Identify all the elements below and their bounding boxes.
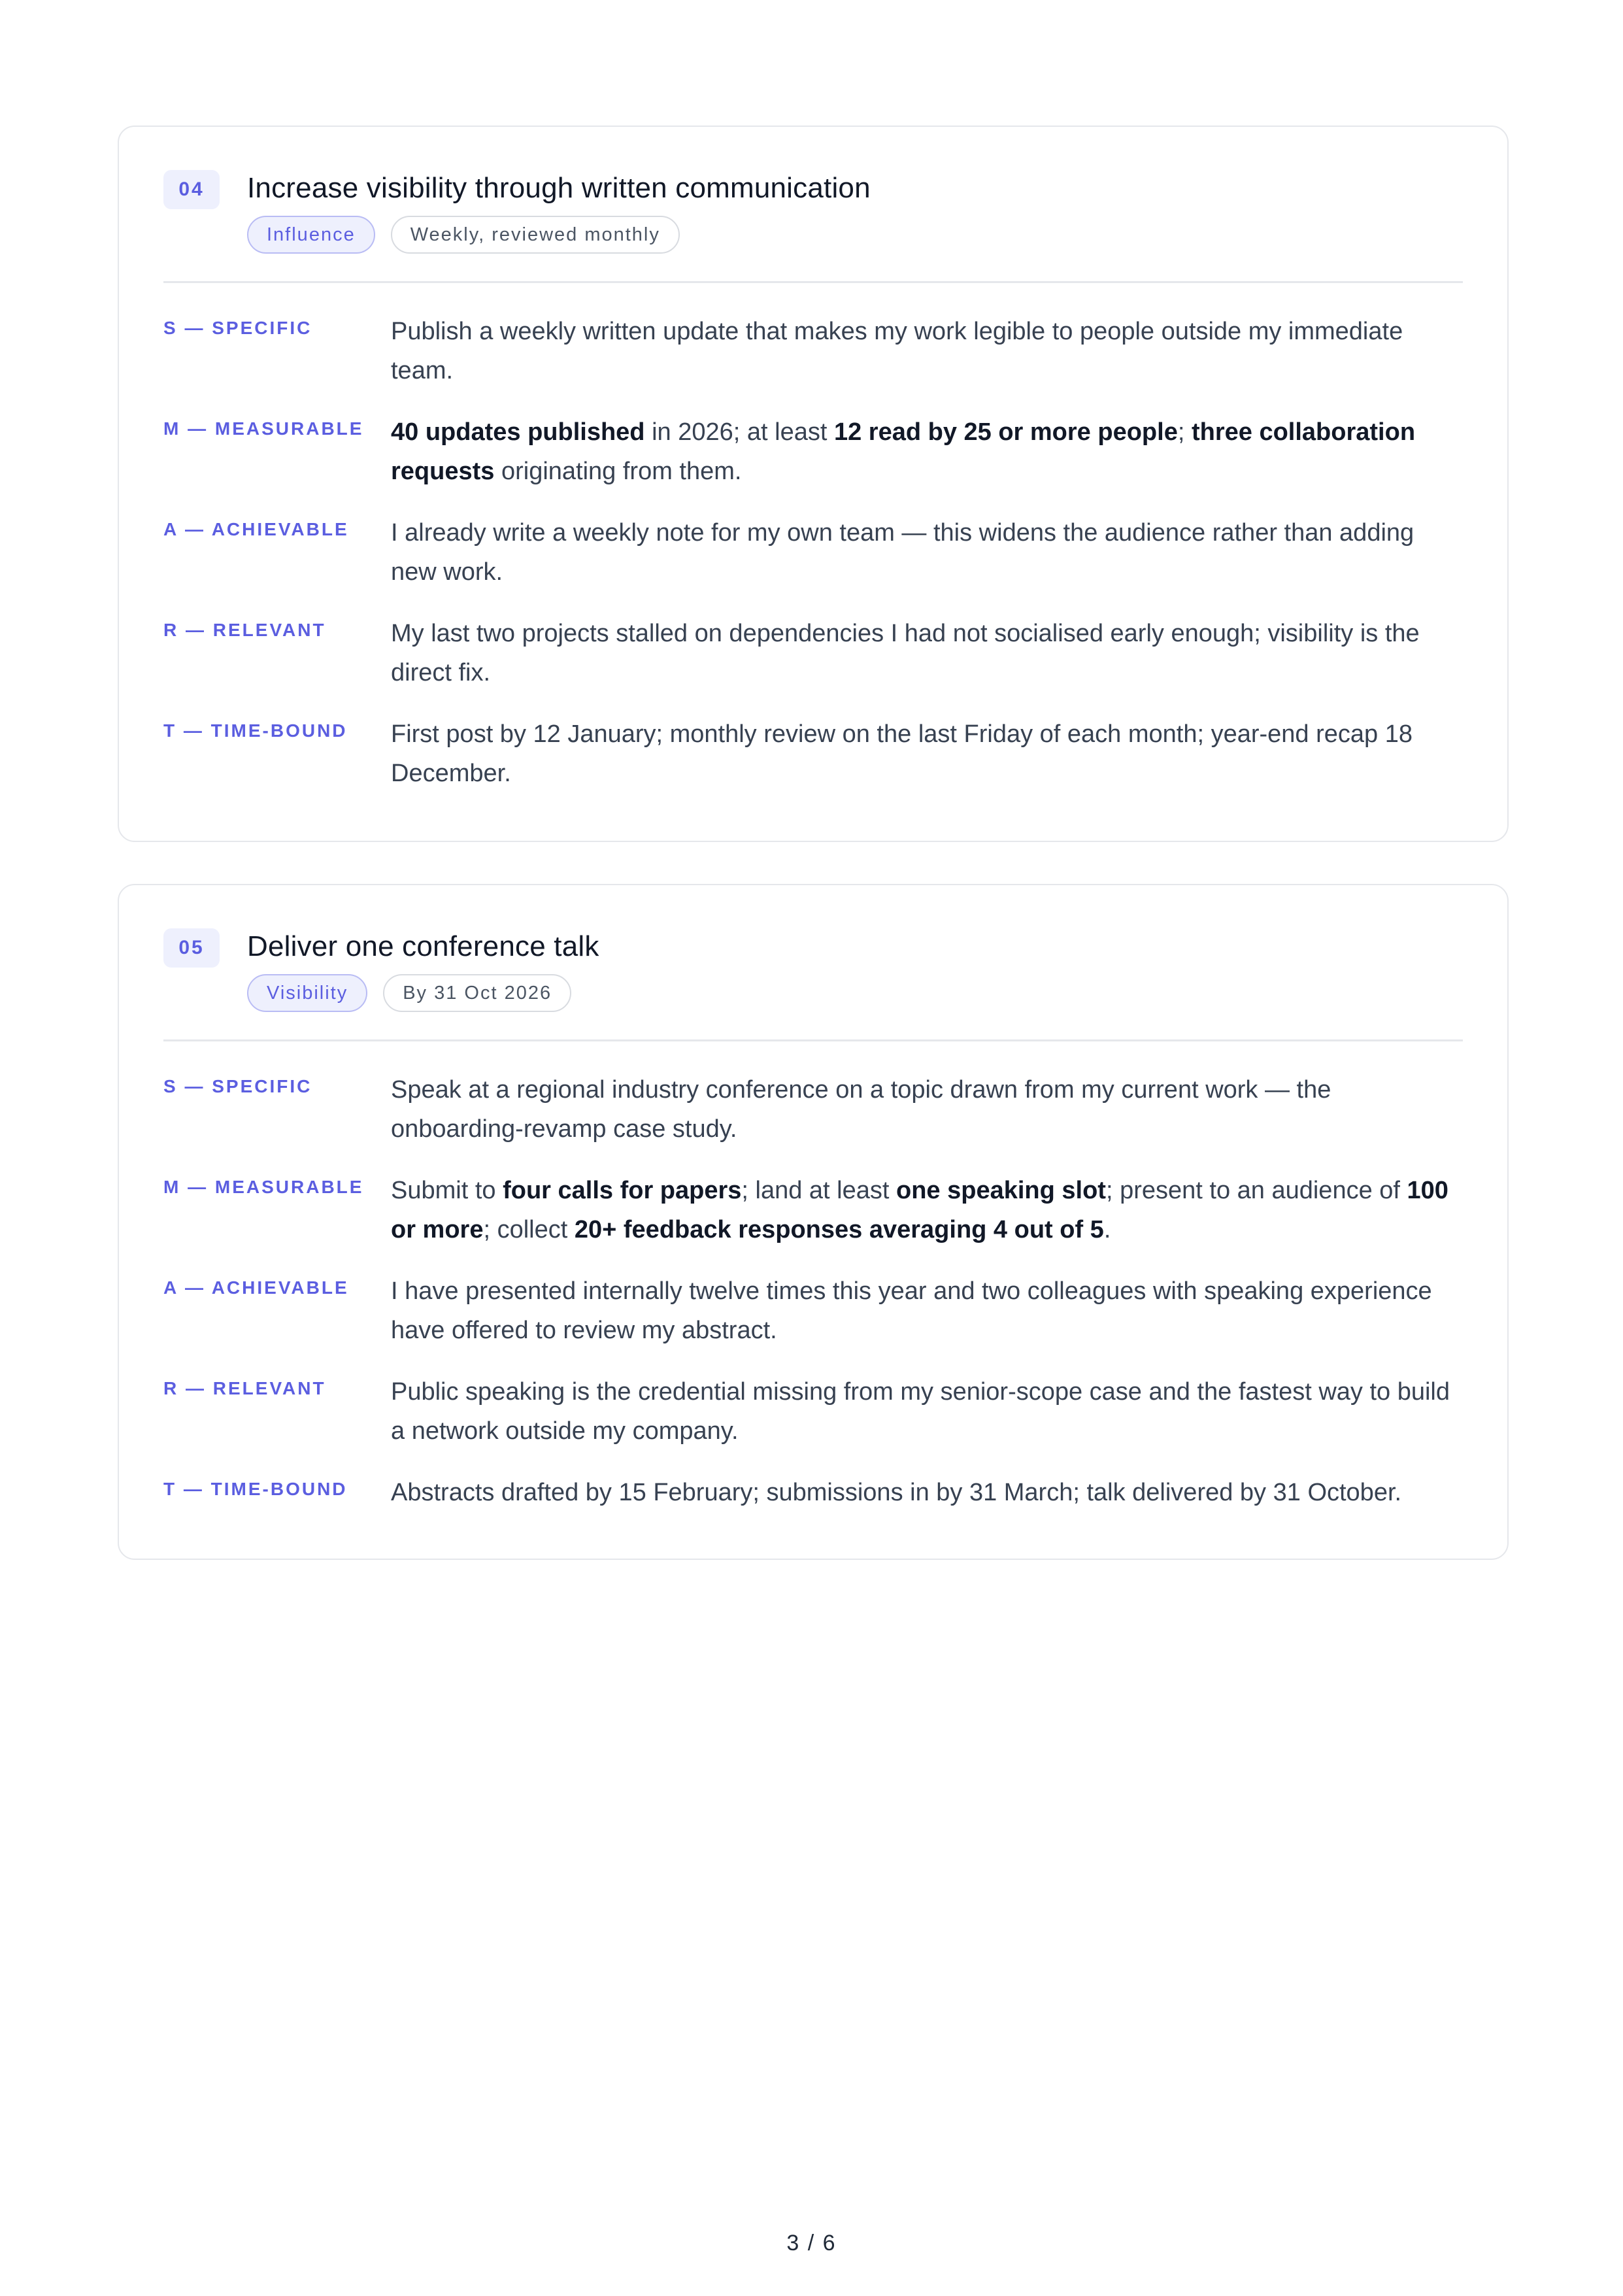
category-tag: Visibility	[247, 974, 367, 1012]
body-text: ;	[1177, 418, 1192, 446]
body-text: in 2026; at least	[644, 418, 834, 446]
body-text: I have presented internally twelve times this year and two colleagues with speaking experience have offered to review my abstract.	[391, 1277, 1432, 1344]
smart-row	[163, 1070, 1463, 1149]
smart-row	[163, 1473, 1463, 1512]
goal-number-badge: 05	[163, 928, 220, 968]
smart-row	[163, 312, 1463, 390]
page-number: 3 / 6	[786, 2231, 837, 2255]
goal-tags	[247, 974, 571, 1012]
timing-tag: By 31 Oct 2026	[383, 974, 571, 1012]
smart-row	[163, 1372, 1463, 1451]
body-text: Abstracts drafted by 15 February; submissions in by 31 March; talk delivered by 31 October.	[391, 1479, 1402, 1506]
goal-card-04	[118, 126, 1509, 842]
timing-tag: Weekly, reviewed monthly	[391, 216, 680, 254]
goal-title: Deliver one conference talk	[247, 930, 599, 962]
goal-title: Increase visibility through written communication	[247, 172, 871, 204]
smart-label: T — TIME-BOUND	[163, 720, 348, 741]
smart-text	[391, 1272, 1463, 1350]
smart-text	[391, 513, 1463, 592]
smart-text	[391, 1070, 1463, 1149]
smart-label: S — SPECIFIC	[163, 1076, 312, 1096]
emphasis-text: 100 or more	[391, 1177, 1448, 1243]
body-text: Speak at a regional industry conference on a topic drawn from my current work — the onboarding-revamp case study.	[391, 1076, 1331, 1143]
body-text: ; collect	[483, 1216, 575, 1243]
smart-label: S — SPECIFIC	[163, 318, 312, 338]
smart-text	[391, 413, 1463, 491]
goal-header	[163, 928, 1463, 1012]
emphasis-text: one speaking slot	[896, 1177, 1106, 1204]
body-text: Public speaking is the credential missing from my senior-scope case and the fastest way to build a network outside my company.	[391, 1378, 1450, 1445]
body-text: First post by 12 January; monthly review on the last Friday of each month; year-end recap 18 December.	[391, 720, 1413, 787]
emphasis-text: three collaboration requests	[391, 418, 1416, 485]
smart-text	[391, 312, 1463, 390]
body-text: I already write a weekly note for my own team — this widens the audience rather than adding new work.	[391, 519, 1414, 586]
body-text: My last two projects stalled on dependencies I had not socialised early enough; visibility is the direct fix.	[391, 620, 1420, 686]
smart-criteria-list	[163, 1070, 1463, 1512]
emphasis-text: 12 read by 25 or more people	[833, 418, 1178, 446]
smart-label: T — TIME-BOUND	[163, 1479, 348, 1499]
body-text: .	[1103, 1216, 1111, 1243]
smart-row	[163, 1272, 1463, 1350]
divider	[163, 281, 1463, 283]
body-text: Publish a weekly written update that makes my work legible to people outside my immediate team.	[391, 318, 1403, 384]
smart-text	[391, 1372, 1463, 1451]
smart-label: R — RELEVANT	[163, 1378, 326, 1398]
smart-row	[163, 413, 1463, 491]
body-text: ; land at least	[741, 1177, 896, 1204]
body-text: ; present to an audience of	[1105, 1177, 1407, 1204]
smart-text	[391, 1171, 1463, 1249]
smart-row	[163, 1171, 1463, 1249]
smart-row	[163, 614, 1463, 692]
smart-row	[163, 513, 1463, 592]
emphasis-text: 20+ feedback responses averaging 4 out of 5	[574, 1216, 1104, 1243]
smart-criteria-list	[163, 312, 1463, 793]
goal-tags	[247, 216, 680, 254]
body-text: Submit to	[391, 1177, 503, 1204]
goal-header	[163, 170, 1463, 254]
smart-label: M — MEASURABLE	[163, 418, 364, 439]
goal-card-05	[118, 884, 1509, 1560]
emphasis-text: 40 updates published	[391, 418, 645, 446]
category-tag: Influence	[247, 216, 375, 254]
smart-text	[391, 614, 1463, 692]
divider	[163, 1039, 1463, 1041]
smart-row	[163, 715, 1463, 793]
smart-text	[391, 715, 1463, 793]
smart-label: R — RELEVANT	[163, 620, 326, 640]
smart-label: A — ACHIEVABLE	[163, 1277, 349, 1298]
smart-label: A — ACHIEVABLE	[163, 519, 349, 539]
goal-number-badge: 04	[163, 170, 220, 209]
emphasis-text: four calls for papers	[503, 1177, 742, 1204]
body-text: originating from them.	[494, 458, 742, 485]
smart-label: M — MEASURABLE	[163, 1177, 364, 1197]
smart-text	[391, 1473, 1463, 1512]
